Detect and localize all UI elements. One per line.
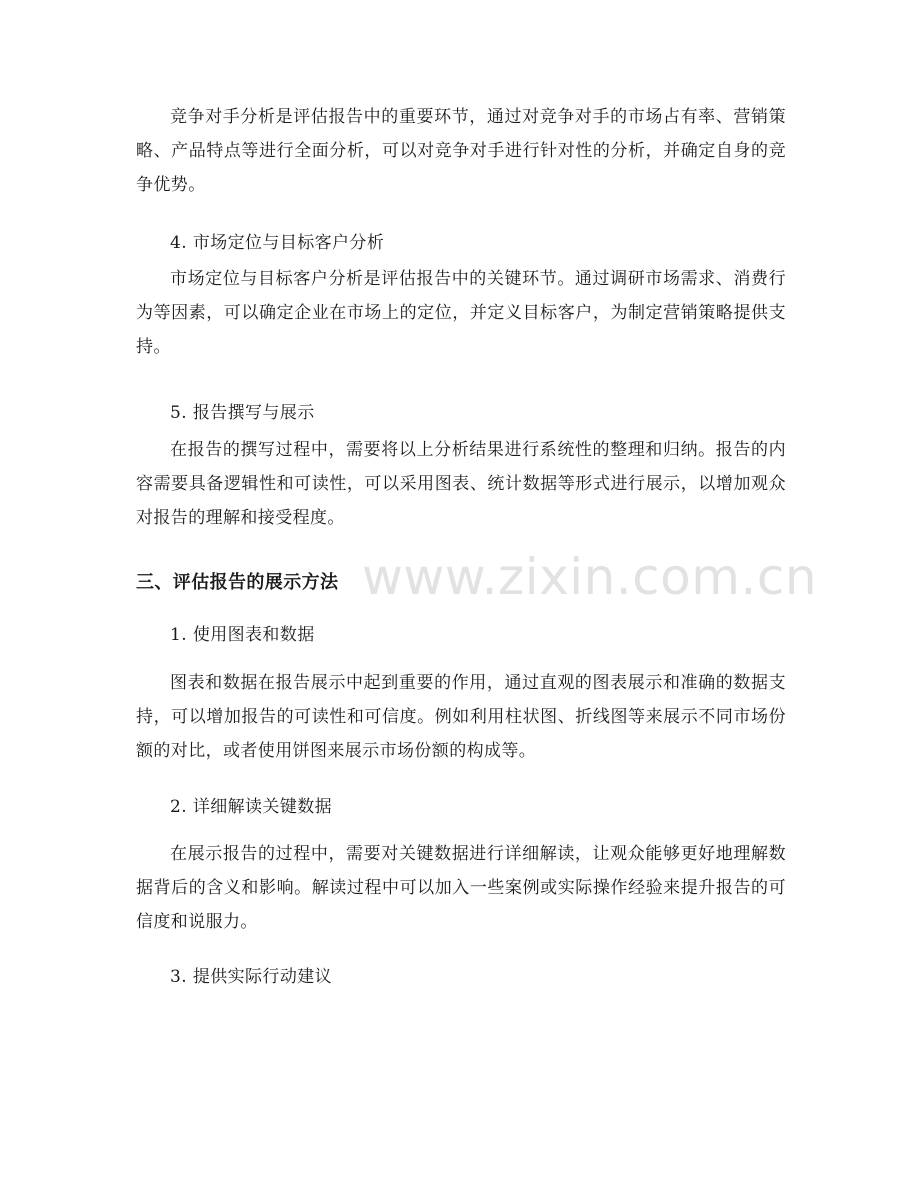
subheading-report-writing: 5. 报告撰写与展示 (170, 403, 315, 423)
paragraph-competitor-analysis: 竞争对手分析是评估报告中的重要环节，通过对竞争对手的市场占有率、营销策略、产品特点等进行全面分析，可以对竞争对手进行针对性的分析，并确定自身的竞争优势。 (136, 107, 786, 195)
paragraph-key-data-interpretation: 在展示报告的过程中，需要对关键数据进行详细解读，让观众能够更好地理解数据背后的含义和影响。解读过程中可以加入一些案例或实际操作经验来提升报告的可信度和说服力。 (136, 844, 786, 932)
subheading-action-recommendations: 3. 提供实际行动建议 (170, 967, 333, 987)
paragraph-market-positioning: 市场定位与目标客户分析是评估报告中的关键环节。通过调研市场需求、消费行为等因素，可以确定企业在市场上的定位，并定义目标客户，为制定营销策略提供支持。 (136, 269, 786, 357)
subheading-key-data-interpretation: 2. 详细解读关键数据 (170, 797, 333, 817)
section-heading-presentation-methods: 三、评估报告的展示方法 (136, 572, 339, 593)
watermark-text: www.zixin.com.cn (362, 548, 818, 606)
subheading-market-positioning: 4. 市场定位与目标客户分析 (170, 233, 385, 253)
subheading-charts-and-data: 1. 使用图表和数据 (170, 625, 315, 645)
paragraph-charts-and-data: 图表和数据在报告展示中起到重要的作用，通过直观的图表展示和准确的数据支持，可以增加报告的可读性和可信度。例如利用柱状图、折线图等来展示不同市场份额的对比，或者使用饼图来展示市场份额的构成等。 (136, 673, 786, 761)
paragraph-report-writing: 在报告的撰写过程中，需要将以上分析结果进行系统性的整理和归纳。报告的内容需要具备逻辑性和可读性，可以采用图表、统计数据等形式进行展示，以增加观众对报告的理解和接受程度。 (136, 440, 786, 528)
